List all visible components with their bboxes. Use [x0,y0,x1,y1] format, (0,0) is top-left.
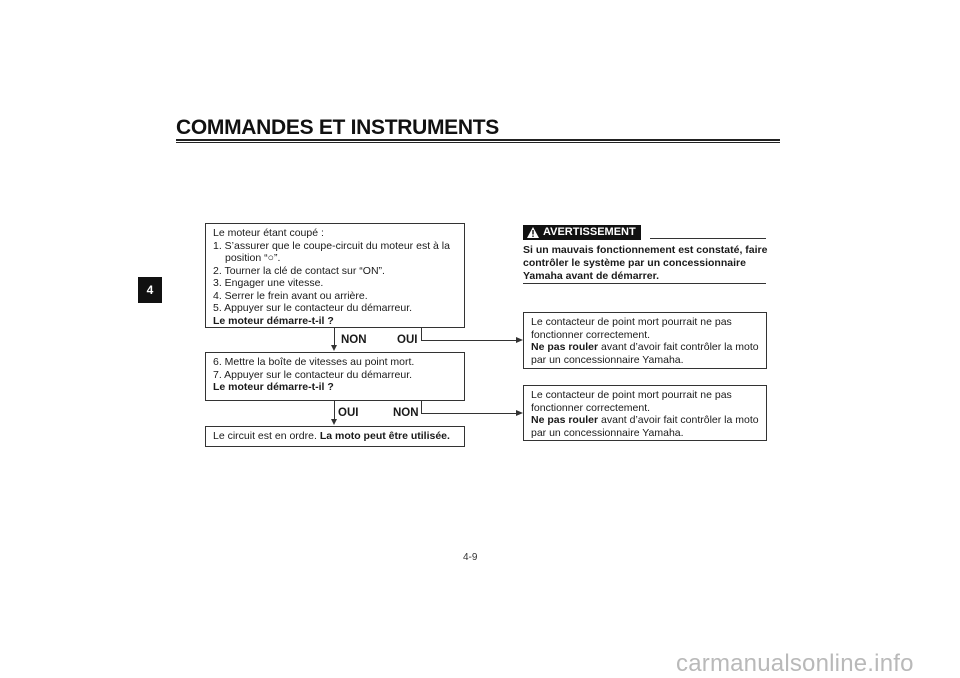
step1-item-1: 1. S’assurer que le coupe-circuit du moteur est à la [213,239,450,252]
step2-item-7: 7. Appuyer sur le contacteur du démarreur. [213,368,413,381]
step1-intro: Le moteur étant coupé : [213,227,324,239]
title-rule-thick [176,139,780,141]
fault1-bold: Ne pas rouler [531,341,599,353]
fault1-line4: par un concessionnaire Yamaha. [531,353,684,366]
result-ok-text: Le circuit est en ordre. [213,430,320,442]
branch2-non-label: NON [393,407,419,419]
step1-item-4: 4. Serrer le frein avant ou arrière. [213,289,368,302]
arrow-down-icon [331,419,337,425]
branch2-oui-label: OUI [338,407,359,419]
connector-step1-right-h [421,340,517,341]
result-fault-box-2 [523,385,767,441]
page-number: 4-9 [463,552,478,563]
step2-box [205,352,465,401]
result-ok-bold: La moto peut être utilisée. [319,430,450,442]
step1-item-5: 5. Appuyer sur le contacteur du démarreur. [213,302,413,314]
title-rule-thin [176,142,780,143]
page-title: COMMANDES ET INSTRUMENTS [176,116,499,139]
fault2-bold: Ne pas rouler [531,414,599,426]
fault1-line2: fonctionner correctement. [531,328,651,341]
step1-item-3: 3. Engager une vitesse. [213,277,324,289]
warning-text: Si un mauvais fonctionnement est constaté, faire contrôler le système par un concessionnaire Yamaha avant de démarrer. [523,244,768,282]
connector-step2-down [334,401,335,419]
branch1-oui-label: OUI [397,334,418,346]
fault1-line1: Le contacteur de point mort pourrait ne pas [531,316,732,328]
connector-step1-down [334,328,335,346]
connector-step1-right-v [421,328,422,340]
arrow-right-icon [516,410,523,416]
result-ok-box [205,426,465,447]
warning-badge [523,225,641,240]
warning-triangle-icon [527,227,539,238]
warning-bottom-rule [523,283,766,284]
fault2-line3: avant d’avoir fait contrôler la moto [598,414,759,426]
branch1-non-label: NON [341,334,367,346]
step2-item-6: 6. Mettre la boîte de vitesses au point mort. [213,356,415,368]
fault2-line2: fonctionner correctement. [531,401,651,414]
warning-header-rule [650,238,766,239]
connector-step2-right-v [421,401,422,413]
watermark: carmanualsonline.info [676,650,914,677]
warning-label: AVERTISSEMENT [543,226,636,238]
step1-item-1-cont: position “○”. [225,252,281,264]
step2-question: Le moteur démarre-t-il ? [213,381,334,393]
fault2-line4: par un concessionnaire Yamaha. [531,426,684,439]
fault1-line3: avant d’avoir fait contrôler la moto [598,341,759,353]
step1-item-2: 2. Tourner la clé de contact sur “ON”. [213,264,385,277]
result-fault-box-1 [523,312,767,369]
step1-box [205,223,465,328]
connector-step2-right-h [421,413,517,414]
step1-question: Le moteur démarre-t-il ? [213,314,334,327]
chapter-tab: 4 [138,277,162,303]
arrow-right-icon [516,337,523,343]
fault2-line1: Le contacteur de point mort pourrait ne pas [531,389,732,401]
arrow-down-icon [331,345,337,351]
